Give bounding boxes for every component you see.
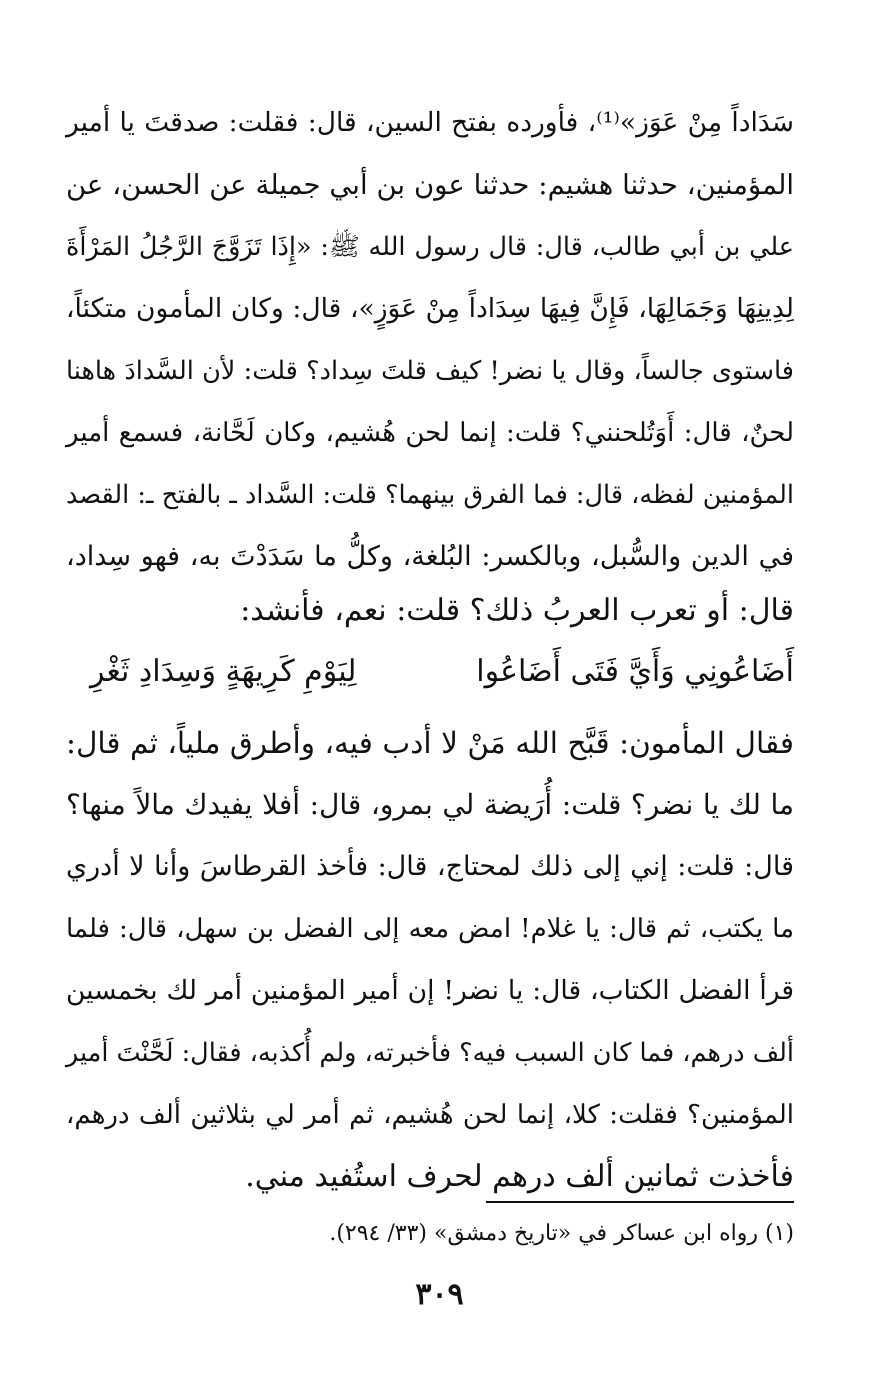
body-line: المؤمنين؟ فقلت: كلا، إنما لحن هُشيم، ثم أمر لي بثلاثين ألف درهم،	[66, 1100, 794, 1130]
body-line: ألف درهم، فما كان السبب فيه؟ فأخبرته، ولم أُكذبه، فقال: لَحَّنْتَ أمير	[65, 1038, 794, 1068]
verse-first-hemistich: أَضَاعُونِي وَأَيَّ فَتَى أَضَاعُوا	[476, 654, 794, 689]
body-line: في الدين والسُّبل، وبالكسر: البُلغة، وكلُّ ما سَدَدْتَ به، فهو سِداد،	[66, 541, 794, 572]
body-line: المؤمنين، حدثنا هشيم: حدثنا عون بن أبي جميلة عن الحسن، عن	[66, 169, 794, 201]
body-line: لِدِينِهَا وَجَمَالِهَا، فَإِنَّ فِيهَا سِدَاداً مِنْ عَوَزٍ»، قال: وكان المأمون متكئاً،	[66, 293, 794, 324]
page-number: ٣٠٩	[415, 1277, 464, 1312]
body-line: ما يكتب، ثم قال: يا غلام! امض معه إلى الفضل بن سهل، قال: فلما	[66, 914, 794, 944]
body-line: لحنٌ، قال: أَوَتُلحنني؟ قلت: إنما لحن هُشيم، وكان لَحَّانة، فسمع أمير	[66, 418, 794, 448]
body-line: قال: قلت: إني إلى ذلك لمحتاج، قال: فأخذ القرطاسَ وأنا لا أدري	[66, 851, 794, 882]
body-line: فأخذت ثمانين ألف درهم لحرف استُفيد مني.	[245, 1159, 794, 1194]
footnote: (١) رواه ابن عساكر في «تاريخ دمشق» (٣٣/ ٢٩٤).	[329, 1221, 794, 1246]
verse-second-hemistich: لِيَوْمِ كَرِيهَةٍ وَسِدَادِ ثَغْرِ	[90, 654, 357, 689]
body-line: علي بن أبي طالب، قال: قال رسول الله ﷺ: «إِذَا تَزَوَّجَ الرَّجُلُ المَرْأَةَ	[66, 232, 794, 262]
body-line: سَدَاداً مِنْ عَوَز»⁽¹⁾، فأورده بفتح السين، قال: فقلت: صدقتَ يا أمير	[66, 107, 794, 138]
body-line: فاستوى جالساً، وقال يا نضر! كيف قلتَ سِداد؟ قلت: لأن السَّدادَ هاهنا	[66, 356, 794, 386]
body-line: قال: أو تعرب العربُ ذلك؟ قلت: نعم، فأنشد:	[240, 593, 794, 628]
footnote-divider	[486, 1201, 794, 1203]
body-line: فقال المأمون: قَبَّح الله مَنْ لا أدب فيه، وأطرق ملياً، ثم قال:	[66, 726, 794, 760]
body-line: ما لك يا نضر؟ قلت: أُرَيضة لي بمرو، قال: أفلا يفيدك مالاً منها؟	[66, 788, 794, 821]
body-line: قرأ الفضل الكتاب، قال: يا نضر! إن أمير المؤمنين أمر لك بخمسين	[66, 975, 794, 1006]
body-line: المؤمنين لفظه، قال: فما الفرق بينهما؟ قلت: السَّداد ـ بالفتح ـ: القصد	[66, 480, 794, 510]
